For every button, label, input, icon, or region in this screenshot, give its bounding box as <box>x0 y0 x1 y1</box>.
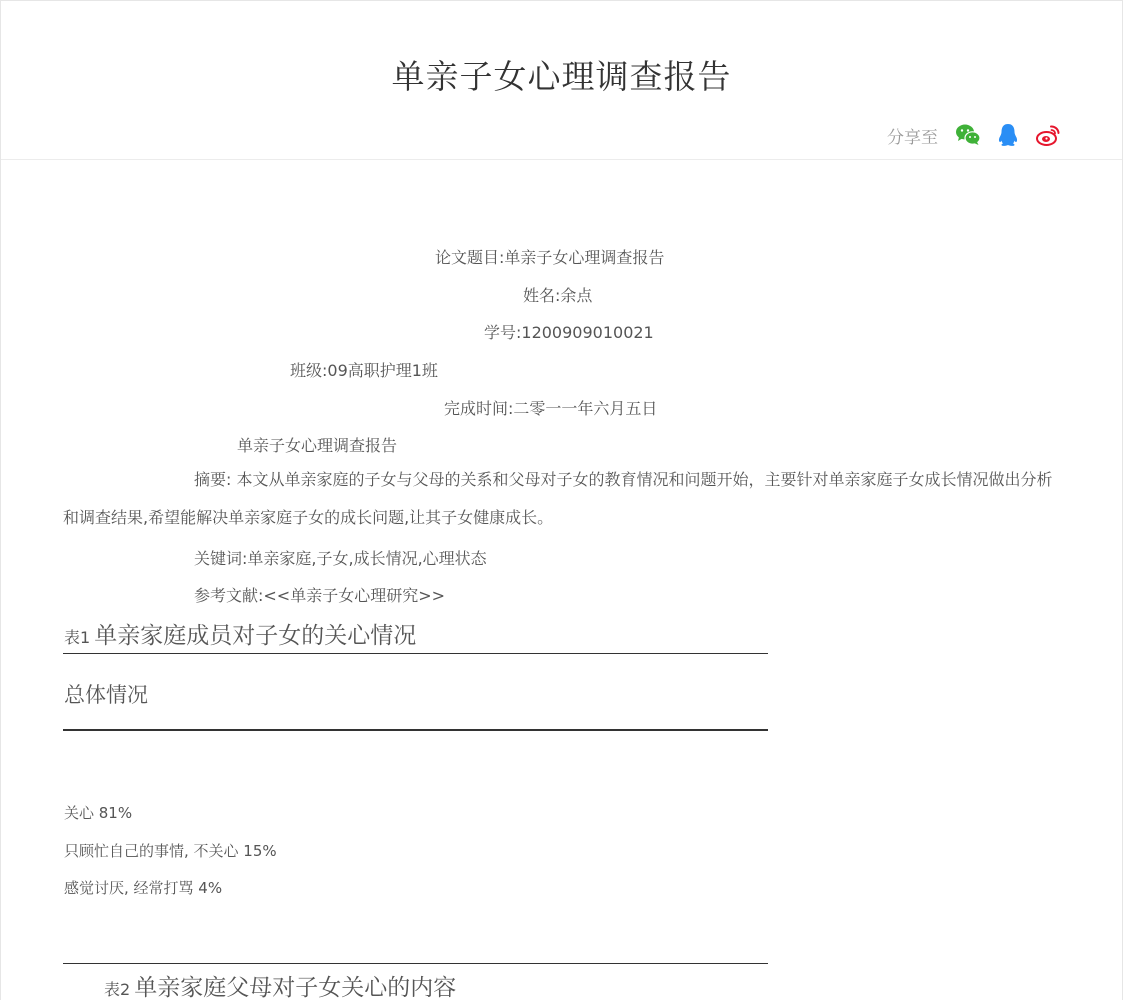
table2-caption <box>104 969 456 1002</box>
table1-row: 只顾忙自己的事情, 不关心 15% <box>64 842 277 860</box>
qq-icon[interactable] <box>994 121 1022 149</box>
table1-title: 单亲家庭成员对子女的关心情况 <box>94 623 417 649</box>
references: 参考文献:<<单亲子女心理研究>> <box>194 586 446 605</box>
document-subtitle: 单亲子女心理调查报告 <box>237 436 398 455</box>
completion-date: 完成时间:二零一一年六月五日 <box>444 399 658 418</box>
thesis-title: 论文题目:单亲子女心理调查报告 <box>435 248 665 267</box>
student-id: 学号:1200909010021 <box>484 323 654 342</box>
weibo-icon[interactable] <box>1034 121 1062 149</box>
keywords: 关键词:单亲家庭,子女,成长情况,心理状态 <box>194 549 487 568</box>
article-header <box>1 1 1122 160</box>
author-name: 姓名:余点 <box>523 286 593 305</box>
table2-top-rule <box>63 963 768 964</box>
abstract-paragraph: 摘要: 本文从单亲家庭的子女与父母的关系和父母对子女的教育情况和问题开始，主要针对单亲家庭子女成长情况做出分析和调查结果,希望能解决单亲家庭子女的成长问题,让其子女健康成长。 <box>63 470 1053 527</box>
class-info: 班级:09高职护理1班 <box>290 361 438 380</box>
table1-row: 关心 81% <box>64 804 133 822</box>
share-bar <box>887 121 1062 149</box>
table2-title: 单亲家庭父母对子女关心的内容 <box>134 975 457 1001</box>
table1-label: 表1 <box>64 628 91 647</box>
wechat-icon[interactable] <box>954 121 982 149</box>
share-label: 分享至 <box>887 127 938 148</box>
table1-caption <box>64 617 416 650</box>
table1-top-rule <box>63 653 768 654</box>
page-title: 单亲子女心理调查报告 <box>391 57 732 96</box>
table1-header: 总体情况 <box>64 683 148 707</box>
table2-label: 表2 <box>104 980 131 999</box>
table1-row: 感觉讨厌, 经常打骂 4% <box>64 879 223 897</box>
table1-header-rule <box>63 729 768 731</box>
